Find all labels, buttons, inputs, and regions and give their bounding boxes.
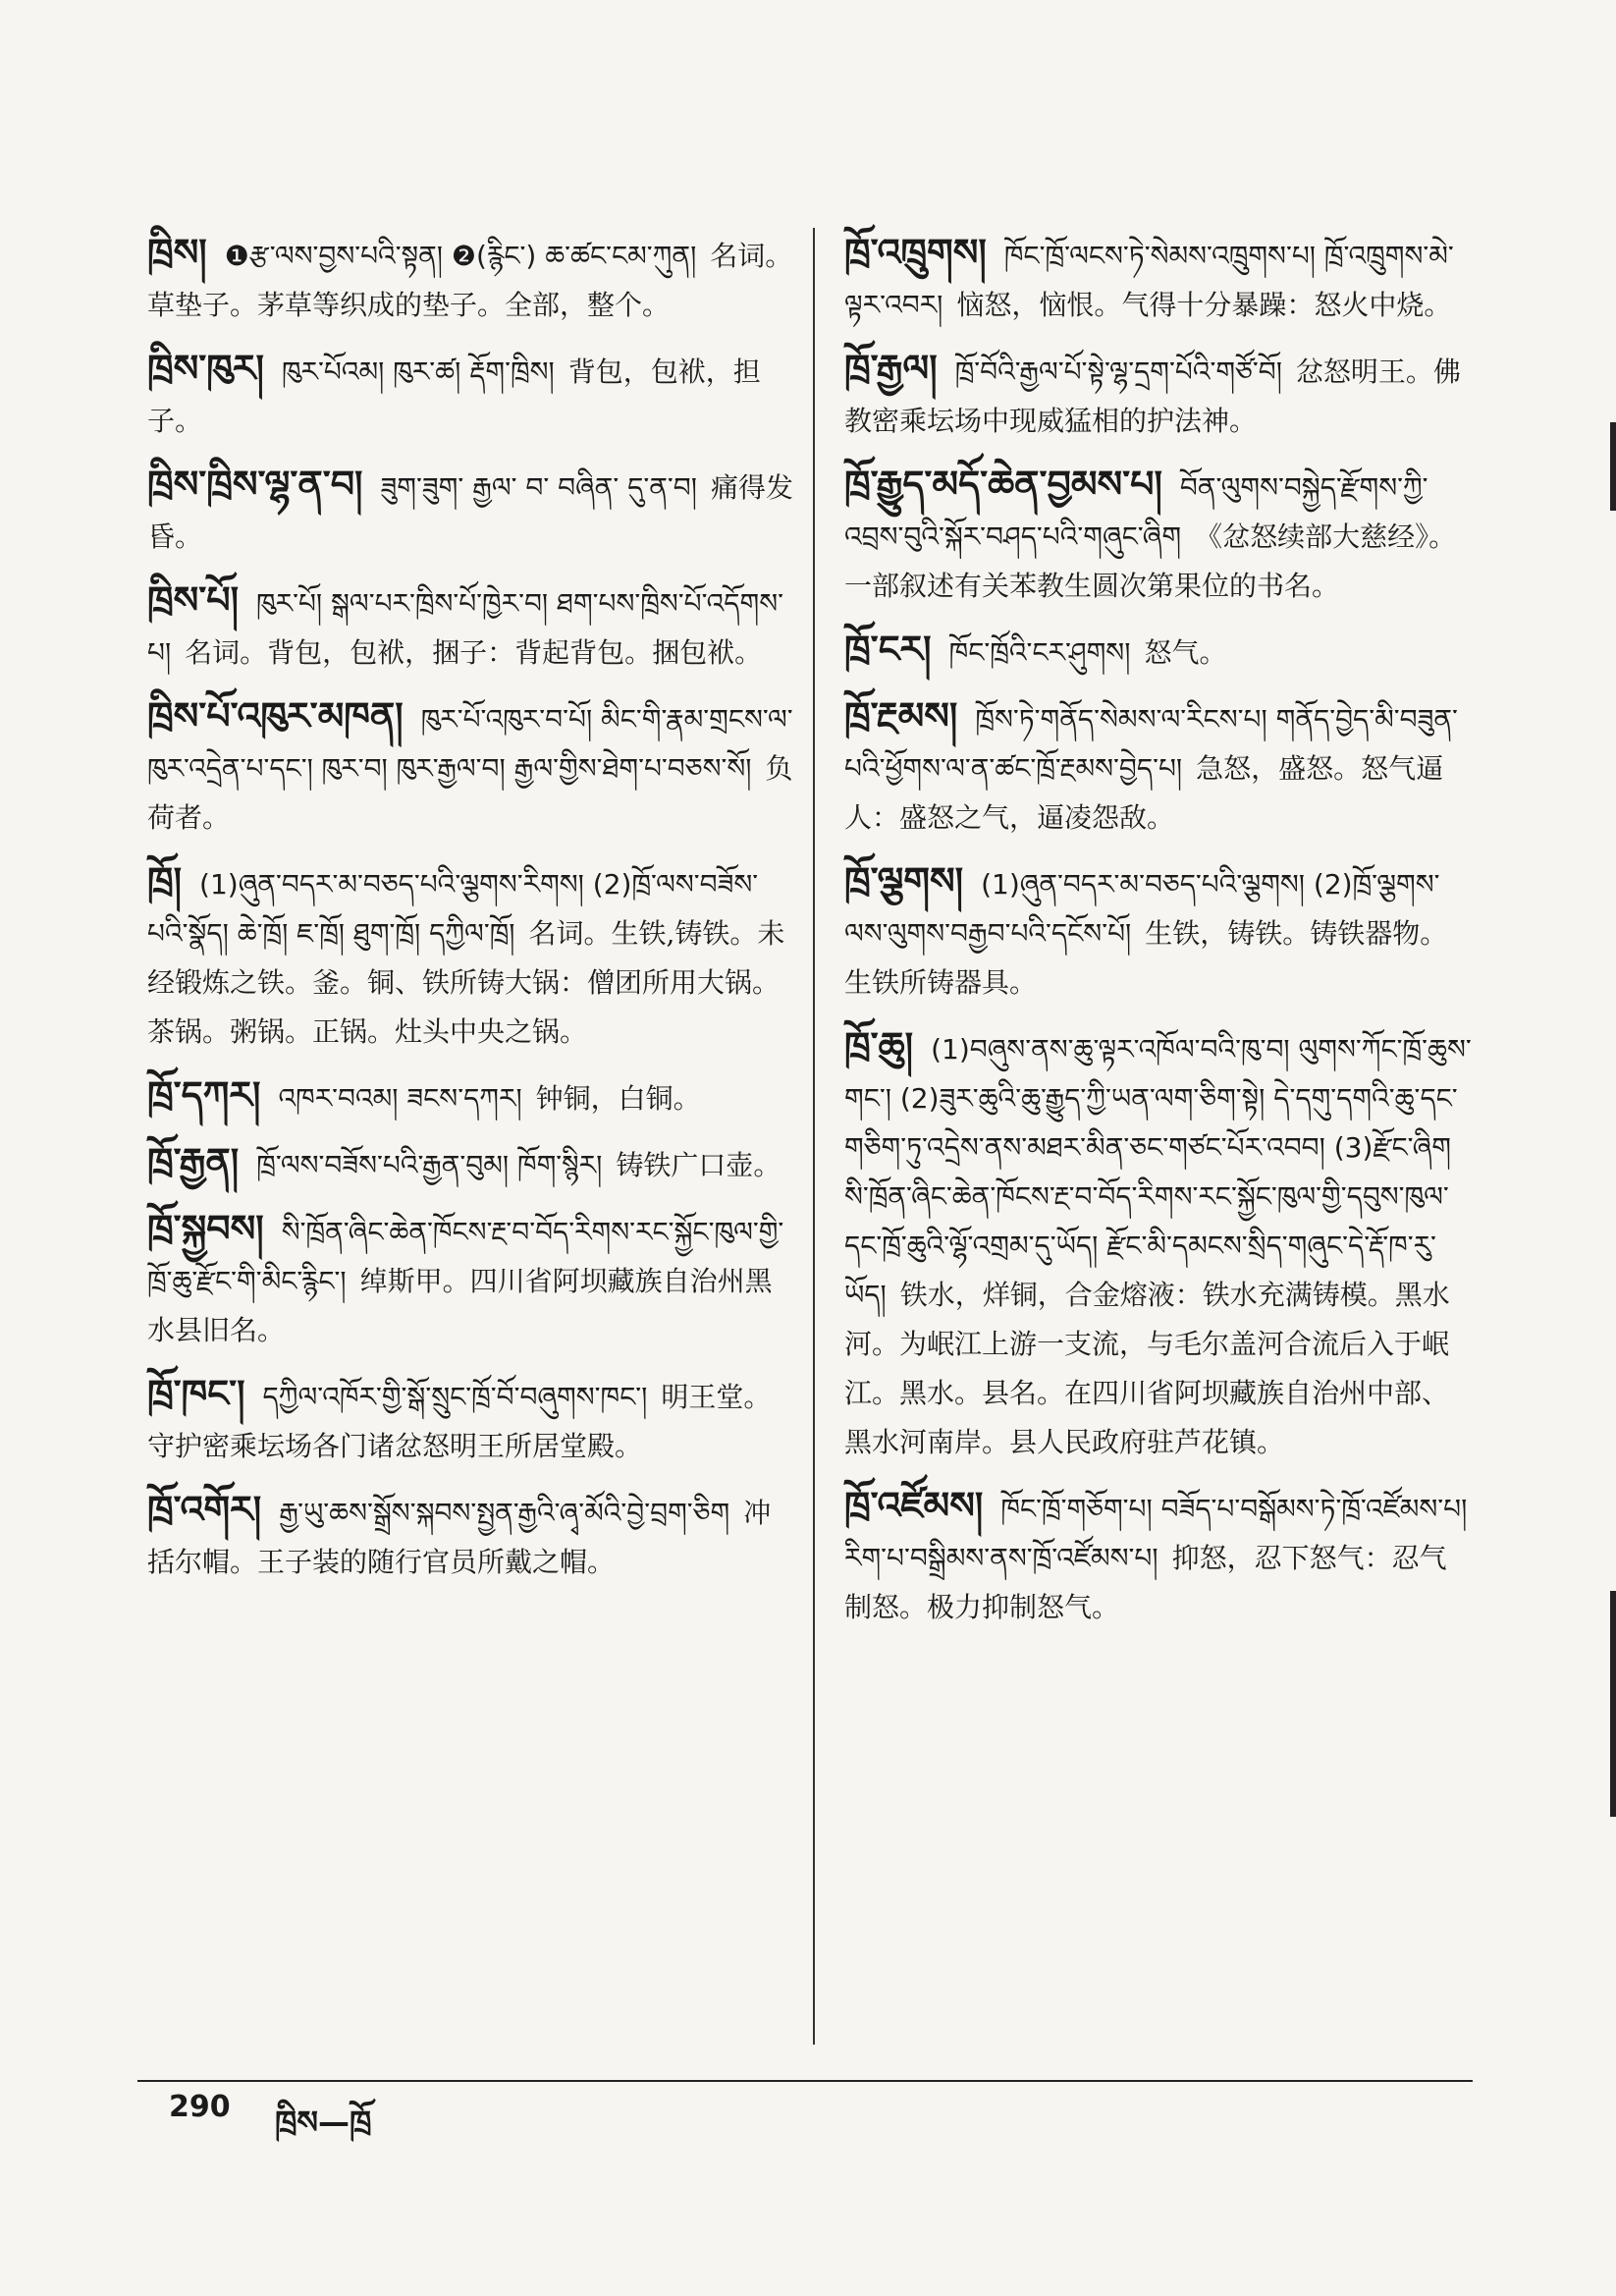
dictionary-entry (147, 344, 795, 446)
dictionary-entry (844, 625, 1473, 678)
edge-thumb-mark (1610, 1591, 1616, 1817)
entry-headword: ཁྲོ་དཀར། (147, 1073, 261, 1117)
entry-headword: ཁྲོ་འགོར། (147, 1488, 262, 1531)
left-column (147, 228, 795, 1601)
dictionary-entry (844, 460, 1473, 611)
entry-headword: ཁྲོ་ལྕགས། (844, 859, 964, 902)
entry-headword: ཁྲོ་རྒྱུད་མདོ་ཆེན་བྱམས་པ། (844, 463, 1162, 506)
entry-tibetan-definition: རྒྱ་ཡུ་ཆས་སྒྲོས་སྐབས་སྤྱན་རྒྱའི་ཞྭ་མོའི་བྱེ་བྲག་ཅིག (279, 1497, 730, 1529)
entry-chinese-definition: 负荷者。 (147, 752, 793, 834)
entry-headword: ཁྲོ་འཁྲུགས། (844, 231, 987, 274)
dictionary-entry (844, 1481, 1473, 1632)
entry-headword: ཁྲོ་ཆུ། (844, 1024, 914, 1067)
dictionary-entry (844, 856, 1473, 1008)
entry-chinese-definition: 名词。草垫子。茅草等织成的垫子。全部，整个。 (147, 240, 793, 321)
entry-chinese-definition: 名词。生铁,铸铁。未经锻炼之铁。釜。铜、铁所铸大锅：僧团所用大锅。茶锅。粥锅。正锅。灶头中央之锅。 (147, 917, 785, 1048)
entry-headword: ཁྲིས་པོ་འཁུར་མཁན། (147, 694, 404, 738)
dictionary-entry (844, 1021, 1473, 1467)
entry-headword: ཁྲོ་ཁང་། (147, 1372, 245, 1415)
entry-headword: ཁྲོ་སྐྱབས། (147, 1207, 264, 1250)
entry-chinese-definition: 铸铁广口壶。 (616, 1149, 781, 1181)
entry-headword: ཁྲིས་ཁྲིས་ལྷ་ན་བ། (147, 463, 363, 506)
dictionary-entry (147, 856, 795, 1057)
entry-tibetan-definition: ཁུར་པོ་འཁུར་བ་པོ། མིང་གི་རྣམ་གྲངས་ལ་ཁུར་འདྲེན་པ་དང་། ཁུར་བ། ཁུར་རྒྱལ་བ། རྒྱལ་གྱིས་ཐེག་པ་བཅས་སོ། (147, 703, 793, 785)
entry-tibetan-definition: (1)ཞུན་བདར་མ་བཅད་པའི་ལྕགས་རིགས། (2)ཁྲོ་ལས་བཟོས་པའི་སྣོད། ཆེ་ཁྲོ། ཇ་ཁྲོ། ཐུག་ཁྲོ། དཀྱིལ་ཁྲོ། (147, 868, 759, 950)
entry-tibetan-definition: ཁོང་ཁྲོའི་ངར་ཤུགས། (948, 636, 1131, 669)
entry-tibetan-definition: འཁར་བའམ། ཟངས་དཀར། (278, 1082, 522, 1115)
entry-tibetan-definition: ཁུར་པོའམ། ཁུར་ཚ། རྡོག་ཁྲིས། (281, 355, 555, 388)
entry-tibetan-definition: ཁྲོ་བོའི་རྒྱལ་པོ་སྟེ་ལྷ་དྲག་པོའི་གཙོ་བོ། (954, 355, 1282, 388)
entry-chinese-definition: 明王堂。守护密乘坛场各门诸忿怒明王所居堂殿。 (147, 1381, 772, 1462)
dictionary-entry (147, 1485, 795, 1587)
entry-tibetan-definition: ཟུག་ཟུག་ རྒྱལ་ བ་ བཞིན་ དུ་ན་བ། (380, 471, 697, 504)
entry-headword: ཁྲིས་ཁུར། (147, 347, 264, 390)
entry-tibetan-definition: ཁྲོ་ལས་བཟོས་པའི་རྒྱན་བུམ། ཁོག་སྙིར། (256, 1149, 603, 1181)
entry-chinese-definition: 钟铜，白铜。 (535, 1082, 701, 1115)
dictionary-entry (147, 1369, 795, 1471)
entry-headword: ཁྲོ་འཛོམས། (844, 1484, 984, 1527)
entry-chinese-definition: 冲括尔帽。王子装的随行官员所戴之帽。 (147, 1497, 772, 1578)
entry-tibetan-definition: ཁོང་ཁྲོ་གཅོག་པ། བཟོད་པ་བསྒོམས་ཏེ་ཁྲོ་འཛོམས་པ། རིག་པ་བསྒྲིམས་ནས་ཁྲོ་འཛོམས་པ། (844, 1493, 1468, 1574)
right-column (844, 228, 1473, 1646)
page-number: 290 (169, 2090, 231, 2124)
entry-headword: ཁྲོ་རྒྱན། (147, 1140, 240, 1183)
edge-thumb-mark (1610, 422, 1616, 511)
entry-chinese-definition: 恼怒，恼恨。气得十分暴躁：怒火中烧。 (956, 289, 1452, 321)
dictionary-entry (147, 691, 795, 843)
footer-rule (137, 2080, 1473, 2082)
dictionary-entry (844, 344, 1473, 446)
entry-headword: ཁྲོ། (147, 859, 183, 902)
column-divider (813, 228, 815, 2045)
entry-tibetan-definition: ❶རྩ་ལས་བྱས་པའི་སྟན། ❷(རྙིང་) ཆ་ཚང་ངམ་ཀུན། (224, 240, 697, 272)
entry-tibetan-definition: ཁུར་པོ། སྒལ་པར་ཁྲིས་པོ་ཁྱེར་བ། ཐག་པས་ཁྲིས་པོ་འདོགས་པ། (147, 587, 783, 669)
dictionary-entry (147, 575, 795, 678)
entry-chinese-definition: 绰斯甲。四川省阿坝藏族自治州黑水县旧名。 (147, 1265, 773, 1346)
entry-chinese-definition: 痛得发昏。 (147, 471, 793, 553)
entry-chinese-definition: 生铁，铸铁。铸铁器物。生铁所铸器具。 (844, 917, 1448, 999)
entry-headword: ཁྲོ་རྔམས། (844, 694, 958, 738)
entry-headword: ཁྲིས། (147, 231, 207, 274)
entry-tibetan-definition: དཀྱིལ་འཁོར་གྱི་སྒོ་སྲུང་ཁྲོ་བོ་བཞུགས་ཁང་། (262, 1381, 648, 1413)
entry-chinese-definition: 《忿怒续部大慈经》。一部叙述有关苯教生圆次第果位的书名。 (844, 520, 1457, 602)
dictionary-entry (147, 460, 795, 562)
entry-chinese-definition: 名词。背包，包袱，捆子：背起背包。捆包袱。 (185, 636, 763, 669)
entry-tibetan-definition: ཁོང་ཁྲོ་ལངས་ཏེ་སེམས་འཁྲུགས་པ། ཁྲོ་འཁྲུགས་མེ་ལྟར་འབར། (844, 240, 1454, 321)
entry-chinese-definition: 抑怒，忍下怒气：忍气制怒。极力抑制怒气。 (844, 1542, 1447, 1623)
entry-headword: ཁྲིས་པོ། (147, 578, 240, 622)
dictionary-entry (844, 228, 1473, 330)
entry-tibetan-definition: བོན་ལུགས་བསྐྱེད་རྫོགས་ཀྱི་འབྲས་བུའི་སྐོར་བཤད་པའི་གཞུང་ཞིག (844, 471, 1428, 553)
guide-words: ཁྲིས—ཁྲོ (275, 2104, 372, 2141)
entry-chinese-definition: 背包，包袱，担子。 (147, 355, 761, 437)
dictionary-entry (844, 691, 1473, 843)
entry-tibetan-definition: སི་ཁྲོན་ཞིང་ཆེན་ཁོངས་རྔ་བ་བོད་རིགས་རང་སྐྱོང་ཁུལ་གྱི་ཁྲོ་ཆུ་རྫོང་གི་མིང་རྙིང་། (147, 1216, 784, 1297)
entry-chinese-definition: 铁水，烊铜，合金熔液：铁水充满铸模。黑水河。为岷江上游一支流，与毛尔盖河合流后入于岷江。黑水。县名。在四川省阿坝藏族自治州中部、黑水河南岸。县人民政府驻芦花镇。 (844, 1279, 1450, 1458)
entry-tibetan-definition: ཁྲོས་ཏེ་གནོད་སེམས་ལ་རིངས་པ། གནོད་བྱེད་མི་བཟུན་པའི་ཕྱོགས་ལ་ན་ཚང་ཁྲོ་རྔམས་བྱེད་པ། (844, 703, 1458, 785)
entry-chinese-definition: 忿怒明王。佛教密乘坛场中现威猛相的护法神。 (844, 355, 1461, 437)
entry-tibetan-definition: (1)ཞུན་བདར་མ་བཅད་པའི་ལྕགས། (2)ཁྲོ་ལྕགས་ལས་ལུགས་བརྒྱབ་པའི་དངོས་པོ། (844, 868, 1440, 950)
dictionary-entry (147, 228, 795, 330)
dictionary-entry (147, 1137, 795, 1190)
entry-headword: ཁྲོ་རྒྱལ། (844, 347, 938, 390)
entry-chinese-definition: 怒气。 (1144, 636, 1227, 669)
entry-chinese-definition: 急怒，盛怒。怒气逼人：盛怒之气，逼凌怨敌。 (844, 752, 1444, 834)
entry-headword: ཁྲོ་ངར། (844, 628, 932, 671)
entry-tibetan-definition: (1)བཞུས་ནས་ཆུ་ལྟར་འཁོལ་བའི་ཁུ་བ། ལུགས་ཀོང་ཁྲོ་ཆུས་གང་། (2)ཟུར་ཆུའི་ཆུ་རྒྱུད་ཀྱི་ཡན་ལག་ཅིག་སྟེ། དེ་དགུ་དགའི་ཆུ་དང་གཅིག་ཏུ་འདྲེས་ནས་མཐར་མིན་ཅང་གཙང་པོར་འབབ། (3)རྫོང་ཞིག སི་ཁྲོན་ཞིང་ཆེན་ཁོངས་རྔ་བ་བོད་རིགས་རང་སྐྱོང་ཁུལ་གྱི་དབུས་ཁུལ་དང་ཁྲོ་ཆུའི་ལྷོ་འགྲམ་དུ་ཡོད། རྫོང་མི་དམངས་སྲིད་གཞུང་དེ་རྡོ་ཁ་རུ་ཡོད། (844, 1033, 1472, 1311)
dictionary-entry (147, 1204, 795, 1355)
dictionary-entry (147, 1070, 795, 1123)
